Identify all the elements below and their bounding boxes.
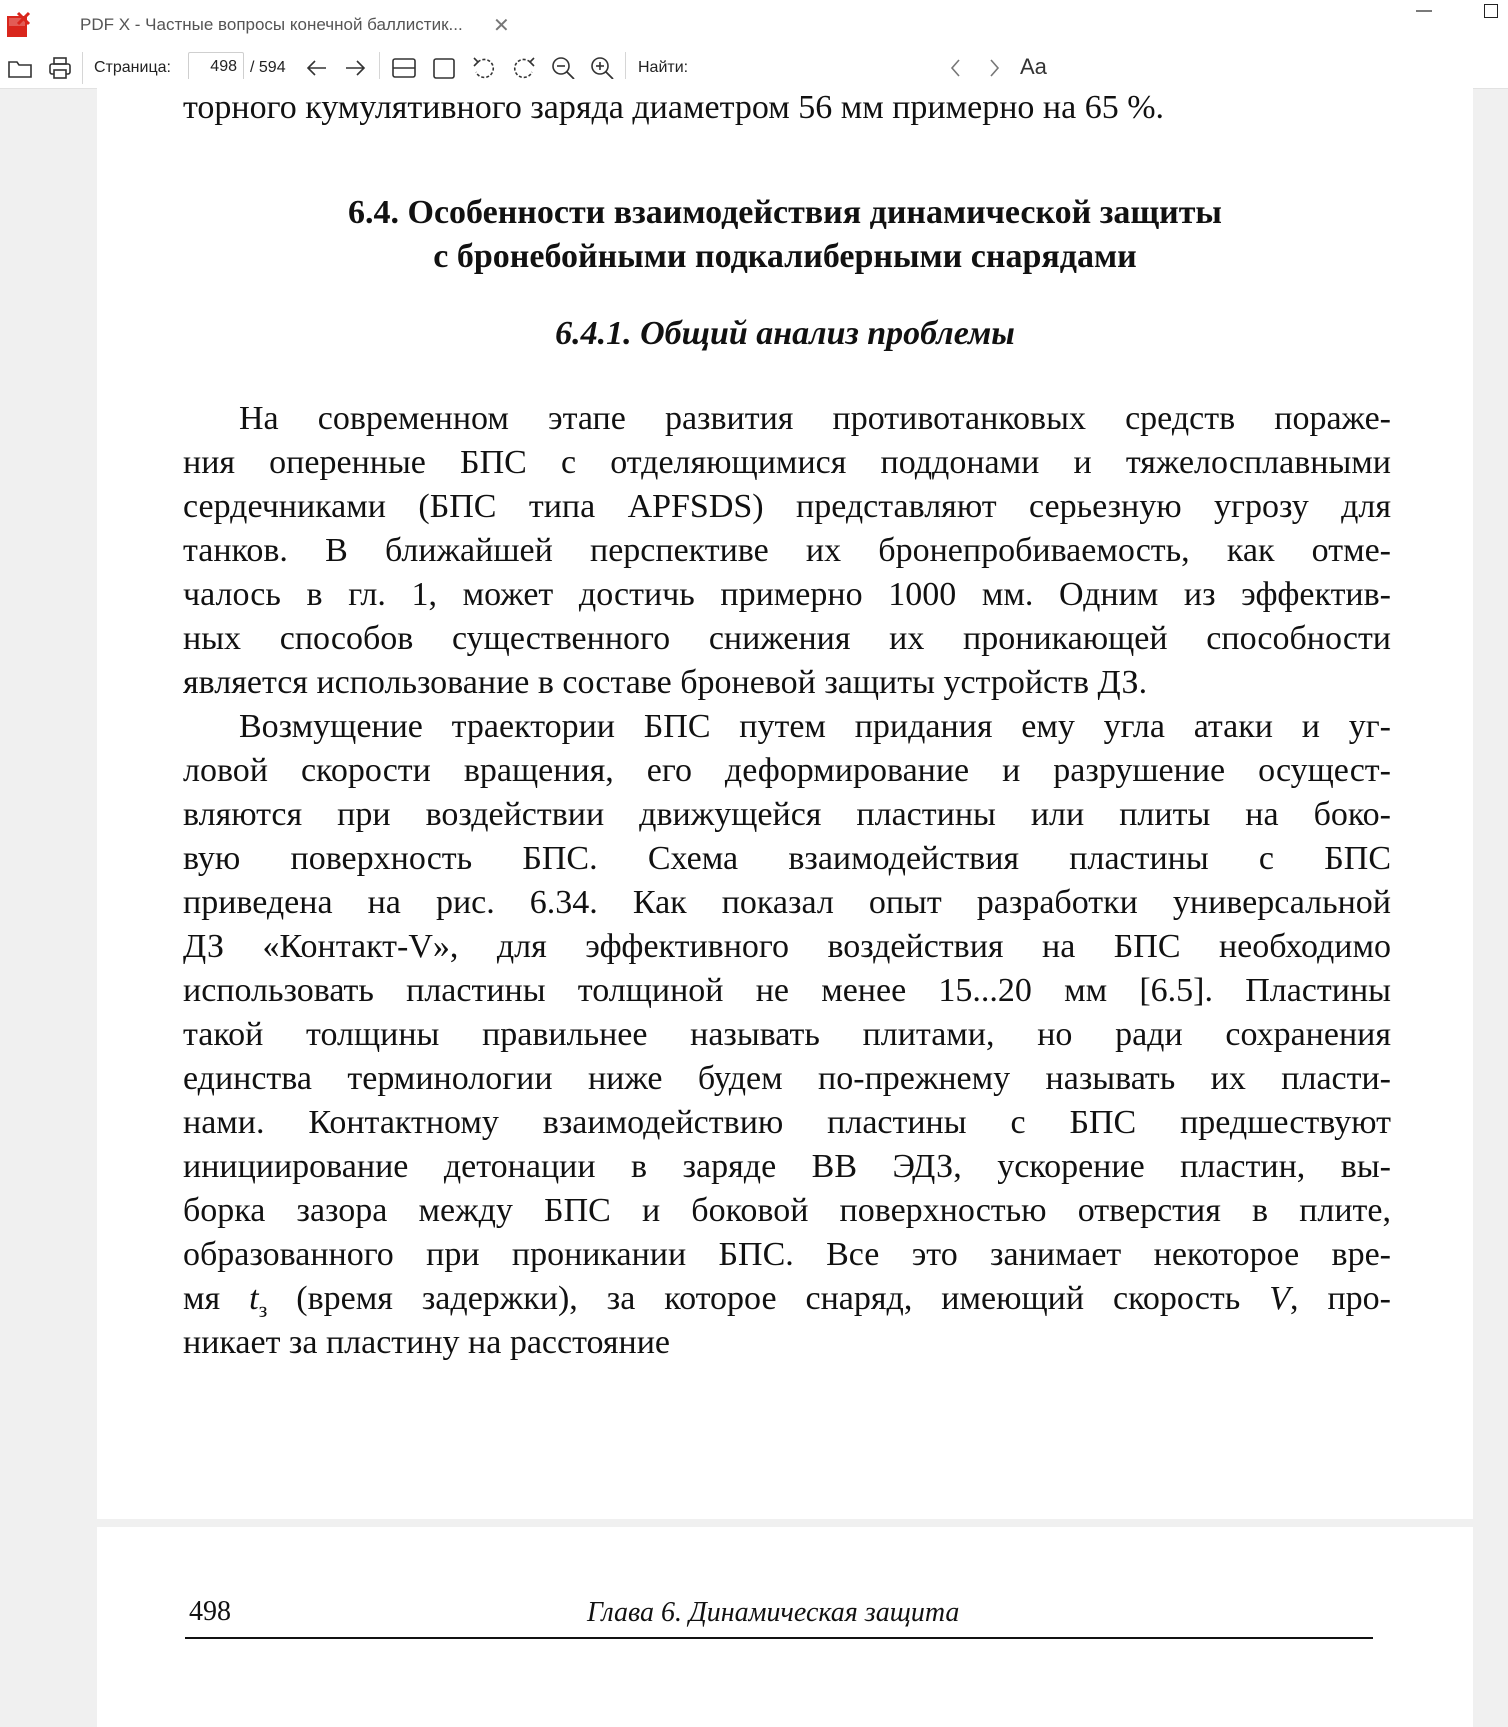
zoom-in-icon[interactable] <box>588 54 616 82</box>
search-prev-icon[interactable] <box>942 54 970 82</box>
maximize-window-button[interactable] <box>1484 4 1498 18</box>
document-viewport[interactable] <box>0 89 1508 1628</box>
paragraph-line: На современном этапе развития противотанковых средств пораже- <box>239 400 1391 437</box>
page-number-input[interactable] <box>188 52 244 82</box>
toolbar-separator <box>82 52 83 84</box>
folder-open-icon[interactable] <box>6 54 34 82</box>
rotate-left-icon[interactable] <box>470 54 498 82</box>
text-fragment: , про- <box>1290 1280 1391 1317</box>
body-text <box>183 397 1391 1365</box>
section-heading <box>97 191 1473 279</box>
paragraph-line: использовать пластины толщиной не менее 15...20 мм [6.5]. Пластины <box>183 972 1391 1009</box>
paragraph-line <box>183 1277 1391 1321</box>
paragraph-line: чалось в гл. 1, может достичь примерно 1000 мм. Одним из эффектив- <box>183 576 1391 613</box>
arrow-left-icon[interactable] <box>303 54 331 82</box>
subsection-heading: 6.4.1. Общий анализ проблемы <box>555 315 1015 352</box>
paragraph-line: образованного при проникании БПС. Все это занимает некоторое вре- <box>183 1236 1391 1273</box>
page-total: / 594 <box>250 59 286 76</box>
paragraph-line: ловой скорости вращения, его деформирование и разрушение осущест- <box>183 752 1391 789</box>
pdf-x-logo-icon <box>6 12 30 38</box>
print-icon[interactable] <box>46 54 74 82</box>
window-title: PDF X - Частные вопросы конечной баллистик... <box>80 15 463 34</box>
footer-rule <box>185 1637 1373 1639</box>
paragraph-line: борка зазора между БПС и боковой поверхностью отверстия в плите, <box>183 1192 1391 1229</box>
paragraph-line: нами. Контактному взаимодействию пластины с БПС предшествуют <box>183 1104 1391 1141</box>
paragraph-line: никает за пластину на расстояние <box>183 1324 670 1361</box>
paragraph-line: ния оперенные БПС с отделяющимися поддонами и тяжелосплавными <box>183 444 1391 481</box>
text-fragment: мя <box>183 1280 250 1317</box>
search-next-icon[interactable] <box>980 54 1008 82</box>
paragraph-line: ных способов существенного снижения их проникающей способности <box>183 620 1391 657</box>
rotate-right-icon[interactable] <box>510 54 538 82</box>
text-fragment: (время задержки), за которое снаряд, имеющий скорость <box>267 1280 1270 1317</box>
page-label: Страница: <box>94 59 171 76</box>
match-case-icon[interactable]: Aa <box>1020 54 1047 79</box>
paragraph-line: Возмущение траектории БПС путем придания ему угла атаки и уг- <box>239 708 1391 745</box>
variable-t: t <box>249 1280 259 1317</box>
close-tab-icon[interactable]: ✕ <box>493 15 510 37</box>
paragraph-line: вую поверхность БПС. Схема взаимодействия пластины с БПС <box>183 840 1391 877</box>
variable-v: V <box>1269 1280 1290 1317</box>
title-bar <box>0 0 1508 48</box>
running-title: Глава 6. Динамическая защита <box>587 1597 960 1628</box>
find-label: Найти: <box>638 59 689 76</box>
text-line: торного кумулятивного заряда диаметром 56 мм примерно на 65 %. <box>183 89 1165 126</box>
zoom-out-icon[interactable] <box>549 54 577 82</box>
paragraph-line: такой толщины правильнее называть плитами, но ради сохранения <box>183 1016 1391 1053</box>
paragraph-line: вляются при воздействии движущейся пластины или плиты на боко- <box>183 796 1391 833</box>
subscript: з <box>258 1296 268 1322</box>
paragraph-line: ДЗ «Контакт-V», для эффективного воздействия на БПС необходимо <box>183 928 1391 965</box>
paragraph-line: сердечниками (БПС типа APFSDS) представляют серьезную угрозу для <box>183 488 1391 525</box>
paragraph-line: танков. В ближайшей перспективе их бронепробиваемость, как отме- <box>183 532 1391 569</box>
page-number: 498 <box>189 1596 231 1627</box>
pdf-page <box>97 79 1473 1519</box>
fit-width-icon[interactable] <box>390 54 418 82</box>
fit-page-icon[interactable] <box>430 54 458 82</box>
section-heading-line: 6.4. Особенности взаимодействия динамической защиты <box>348 194 1222 231</box>
minimize-window-button[interactable] <box>1415 2 1433 20</box>
section-heading-line: с бронебойными подкалиберными снарядами <box>433 238 1137 275</box>
pdf-page-footer <box>97 1527 1473 1727</box>
arrow-right-icon[interactable] <box>341 54 369 82</box>
paragraph-line: единства терминологии ниже будем по-прежнему называть их пласти- <box>183 1060 1391 1097</box>
search-input[interactable] <box>704 52 940 82</box>
paragraph-line: инициирование детонации в заряде ВВ ЭДЗ, ускорение пластин, вы- <box>183 1148 1391 1185</box>
paragraph-line: является использование в составе броневой защиты устройств ДЗ. <box>183 664 1148 701</box>
paragraph-line: приведена на рис. 6.34. Как показал опыт разработки универсальной <box>183 884 1391 921</box>
